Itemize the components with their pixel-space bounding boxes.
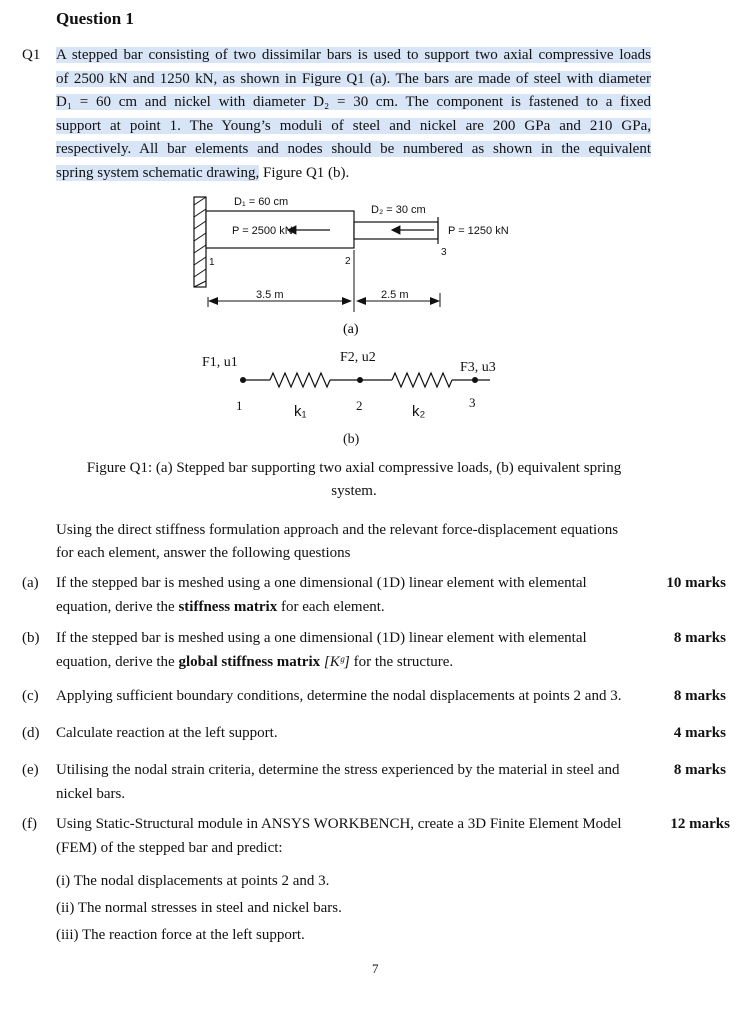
- label-d2: D₂ = 30 cm: [371, 204, 426, 216]
- label-p1: P = 2500 kN: [232, 225, 293, 237]
- question-b-line-1: If the stepped bar is meshed using a one dimensional (1D) linear element with elemental: [56, 630, 587, 646]
- label-k1: k₁: [294, 403, 307, 420]
- question-c-marks: 8 marks: [673, 688, 726, 704]
- question-b-marks: 8 marks: [673, 630, 726, 646]
- label-spring-node-1: 1: [236, 398, 243, 413]
- question-number: Q1: [22, 47, 41, 63]
- label-f3: F3, u3: [460, 360, 496, 375]
- label-k2: k₂: [412, 403, 426, 420]
- spring-k1: [270, 373, 330, 387]
- global-matrix-symbol: [Kᵍ]: [323, 653, 350, 670]
- instruction-line-1: Using the direct stiffness formulation approach and the relevant force-displacement equations: [56, 522, 619, 538]
- label-d1: D₁ = 60 cm: [234, 196, 289, 208]
- question-c-label: (c): [22, 688, 39, 704]
- question-f-label: (f): [22, 816, 37, 832]
- label-spring-node-2: 2: [356, 398, 363, 413]
- label-length-1: 3.5 m: [256, 289, 284, 301]
- spring-node-1: [240, 377, 246, 383]
- question-a: [0, 572, 730, 620]
- intro-line-1: A stepped bar consisting of two dissimilar bars is used to support two axial compressive loads: [56, 47, 651, 63]
- question-e-line-2: nickel bars.: [56, 785, 126, 802]
- question-e-line-1: Utilising the nodal strain criteria, determine the stress experienced by the material in steel and: [56, 762, 620, 778]
- caption-line-2: system.: [331, 483, 377, 499]
- question-a-line-2-end: for each element.: [277, 598, 385, 615]
- question-e: [0, 759, 730, 807]
- intro-line-2: of 2500 kN and 1250 kN, as shown in Figure Q1 (a). The bars are made of steel with diameter: [56, 70, 651, 87]
- sub-item-iii: (iii) The reaction force at the left support.: [56, 927, 305, 943]
- question-f-line-1: Using Static-Structural module in ANSYS WORKBENCH, create a 3D Finite Element Model: [56, 816, 622, 832]
- question-f-marks: 12 marks: [670, 816, 730, 832]
- label-f2: F2, u2: [340, 350, 376, 365]
- question-a-line-2: equation, derive the: [56, 598, 179, 615]
- figure-q1: [0, 0, 752, 460]
- question-d: [0, 722, 730, 746]
- question-e-label: (e): [22, 762, 39, 778]
- label-p2: P = 1250 kN: [448, 225, 509, 237]
- figure-a-label: (a): [343, 322, 359, 337]
- question-c-text: Applying sufficient boundary conditions, determine the nodal displacements at points 2 and 3.: [56, 688, 622, 704]
- fixed-support-wall: [194, 197, 206, 287]
- question-a-line-1: If the stepped bar is meshed using a one dimensional (1D) linear element with elemental: [56, 575, 587, 591]
- question-title: Question 1: [56, 9, 134, 28]
- label-length-2: 2.5 m: [381, 289, 409, 301]
- page-number: 7: [372, 961, 379, 976]
- spring-k2: [392, 373, 452, 387]
- question-a-label: (a): [22, 575, 39, 591]
- instructions: [56, 519, 656, 565]
- intro-line-6: spring system schematic drawing,: [56, 164, 260, 181]
- question-a-marks: 10 marks: [666, 575, 726, 591]
- question-b-line-2: equation, derive the: [56, 653, 179, 670]
- question-e-marks: 8 marks: [673, 762, 726, 778]
- label-f1: F1, u1: [202, 355, 238, 370]
- spring-node-3: [472, 377, 478, 383]
- spring-node-2: [357, 377, 363, 383]
- instruction-line-2: for each element, answer the following questions: [56, 545, 351, 561]
- sub-item-ii: (ii) The normal stresses in steel and nickel bars.: [56, 900, 342, 916]
- question-b-line-2-end: for the structure.: [349, 653, 454, 670]
- question-c: [0, 685, 730, 709]
- intro-line-4: support at point 1. The Young’s moduli of steel and nickel are 200 GPa and 210 GPa,: [56, 117, 651, 134]
- question-f-line-2: (FEM) of the stepped bar and predict:: [56, 839, 283, 856]
- figure-caption: [74, 457, 634, 503]
- question-d-text: Calculate reaction at the left support.: [56, 725, 278, 741]
- caption-line-1: Figure Q1: (a) Stepped bar supporting two axial compressive loads, (b) equivalent spring: [86, 460, 622, 476]
- question-d-marks: 4 marks: [673, 725, 726, 741]
- question-f: [0, 813, 730, 861]
- question-a-bold: stiffness matrix: [178, 598, 278, 615]
- intro-tail: Figure Q1 (b).: [259, 164, 350, 181]
- question-b: [0, 627, 730, 675]
- label-node-2: 2: [345, 256, 351, 267]
- question-b-label: (b): [22, 630, 40, 646]
- question-d-label: (d): [22, 725, 40, 741]
- label-node-3: 3: [441, 247, 447, 258]
- label-node-1: 1: [209, 257, 215, 268]
- intro-line-3: D₁ = 60 cm and nickel with diameter D₂ = 30 cm. The component is fastened to a fixed: [56, 94, 651, 110]
- question-b-bold: global stiffness matrix: [178, 653, 321, 670]
- sub-item-i: (i) The nodal displacements at points 2 and 3.: [56, 873, 330, 889]
- intro-line-5: respectively. All bar elements and nodes should be numbered as shown in the equivalent: [56, 141, 651, 157]
- figure-b-label: (b): [343, 432, 360, 447]
- label-spring-node-3: 3: [469, 395, 476, 410]
